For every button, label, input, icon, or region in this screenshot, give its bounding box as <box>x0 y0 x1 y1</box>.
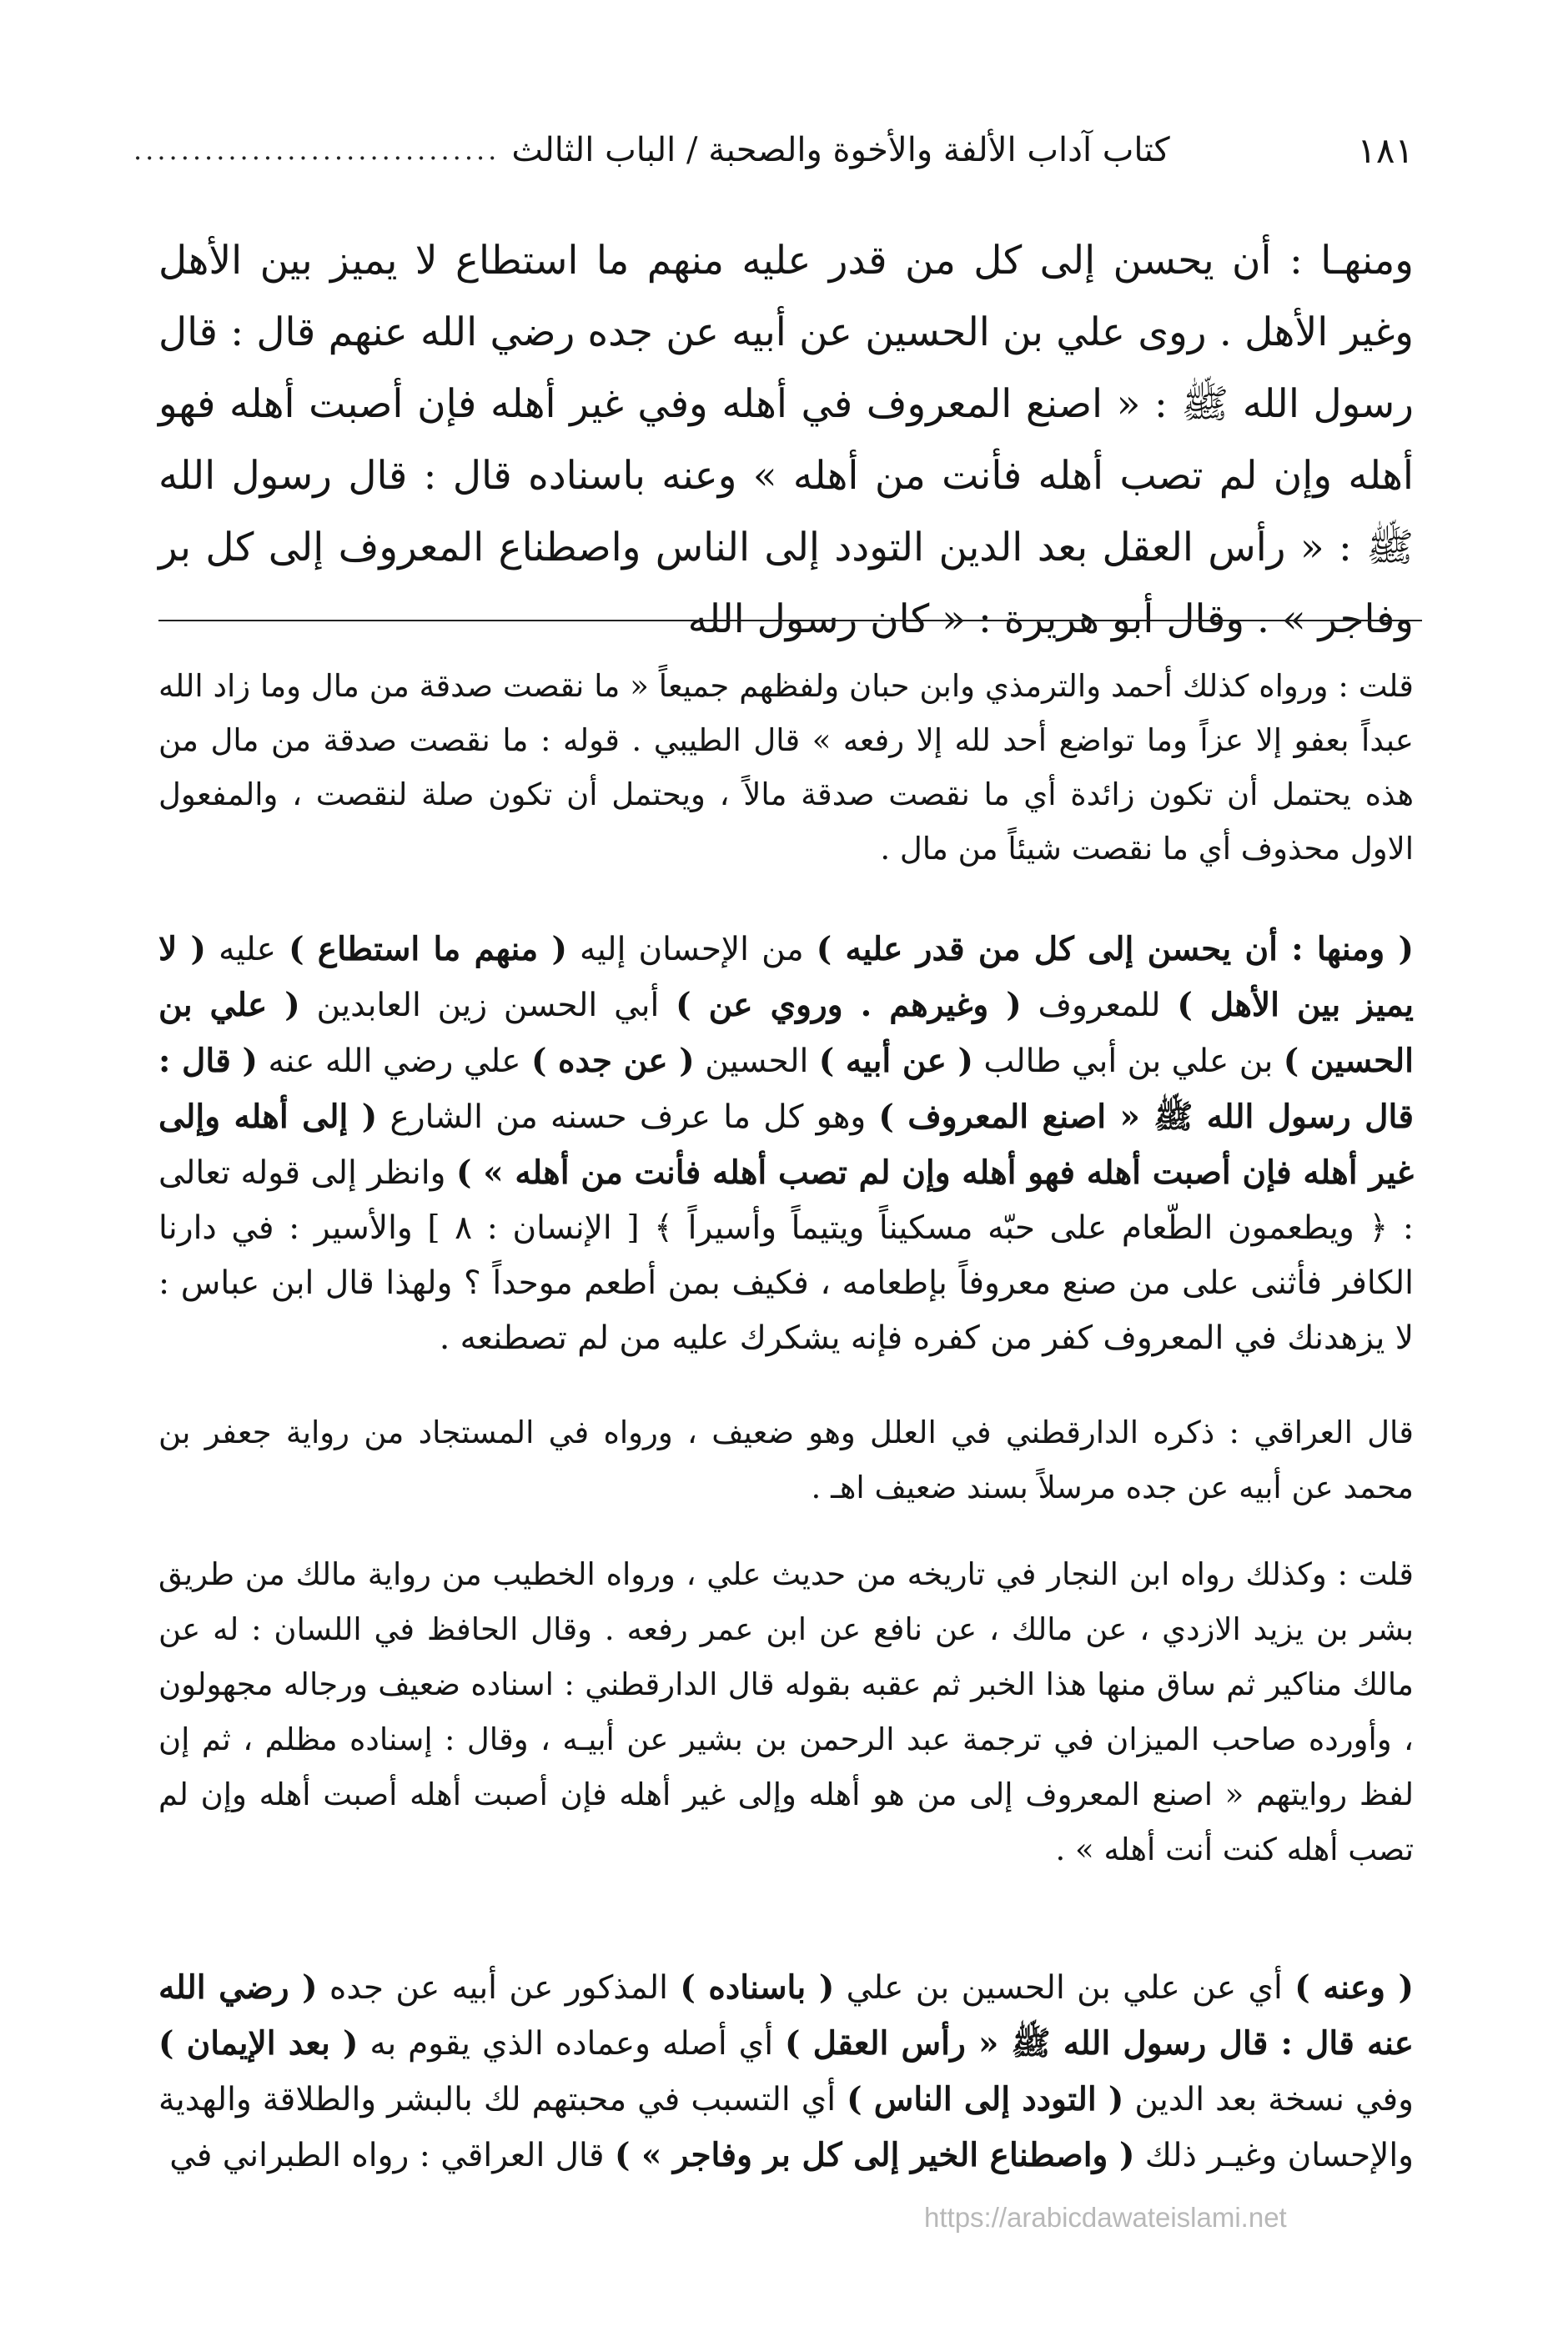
bold-quote-run: ( واصطناع الخير إلى كل بر وفاجر » ) <box>614 2136 1135 2174</box>
commentary-run: وهو كل ما عرف حسنه من الشارع <box>377 1098 879 1136</box>
bold-quote-run: ( التودد إلى الناس ) <box>847 2080 1124 2118</box>
commentary-run: بن علي بن أبي طالب <box>972 1043 1284 1080</box>
commentary-run: للمعروف <box>1021 987 1178 1024</box>
commentary-paragraph-4: قلت : وكذلك رواه ابن النجار في تاريخه من حديث علي ، ورواه الخطيب من رواية مالك من طريق بشر بن يزيد الازدي ، عن مالك ، عن نافع عن ابن عمر رفعه . وقال الحافظ في اللسان : له عن مالك مناكير ثم ساق منها هذا الخبر ثم عقبه بقوله قال الدارقطني : اسناده ضعيف ورجاله مجهولون ، وأورده صاحب الميزان في ترجمة عبد الرحمن بن بشير عن أبيـه ، وقال : إسناده مظلم ، ثم إن لفظ روايتهم « اصنع المعروف إلى من هو أهله وإلى غير أهله فإن أصبت أهله أصبت أهله وإن لم تصب أهله كنت أنت أهله » . <box>158 1556 1414 1867</box>
bold-quote-run: ( بعد الإيمان ) <box>158 2024 359 2063</box>
bold-quote-run: ( عن جده ) <box>530 1042 695 1080</box>
commentary-run: عليه <box>205 931 289 968</box>
bold-quote-run: ( ومنها : أن يحسن إلى كل من قدر عليه ) <box>816 930 1414 968</box>
commentary-paragraph-1: قلت : ورواه كذلك أحمد والترمذي وابن حبان ولفظهم جميعاً « ما نقصت صدقة من مال وما زاد الله عبداً بعفو إلا عزاً وما تواضع أحد لله إلا رفعه » قال الطيبي . قوله : ما نقصت صدقة من مال من هذه يحتمل أن تكون زائدة أي ما نقصت صدقة مالاً ، ويحتمل أن تكون صلة لنقصت ، والمفعول الاول محذوف أي ما نقصت شيئاً من مال . <box>158 668 1414 867</box>
commentary-run: وفي نسخة بعد الدين <box>1123 2081 1414 2118</box>
dot-leader: ............................... <box>133 134 500 166</box>
commentary-run: أي التسبب في محبتهم لك بالبشر والطلاقة والهدية والإحسان وغيـر ذلك <box>158 2081 1414 2174</box>
commentary-run: من الإحسان إليه <box>566 931 817 968</box>
running-header <box>133 117 1414 183</box>
bold-quote-run: ( قال : قال رسول الله ﷺ « اصنع المعروف ) <box>158 1042 1414 1136</box>
header-title-run <box>133 131 1170 169</box>
commentary-paragraph-5 <box>158 1960 1414 2184</box>
commentary-run: أي عن علي بن الحسين بن علي <box>834 1969 1295 2007</box>
commentary-run: الحسين <box>694 1043 819 1080</box>
bold-quote-run: ( لا يميز بين الأهل ) <box>158 930 1414 1024</box>
commentary-run: أبي الحسن زين العابدين <box>299 987 676 1024</box>
bold-quote-run: ( وغيرهم . وروي عن ) <box>676 986 1022 1024</box>
commentary-run: قال العراقي : رواه الطبراني في <box>169 2137 615 2174</box>
chapter-title: كتاب آداب الألفة والأخوة والصحبة / الباب الثالث <box>511 131 1170 169</box>
commentary-run: وانظر إلى قوله تعالى : ﴿ ويطعمون الطّعام على حبّه مسكيناً ويتيماً وأسيراً ﴾ [ الإنسان : ٨ ] والأسير : في دارنا الكافر فأثنى على من صنع معروفاً بإطعامه ، فكيف بمن أطعم موحداً ؟ ولهذا قال ابن عباس : لا يزهدنك في المعروف كفر من كفره فإنه يشكرك عليه من لم تصطنعه . <box>158 1154 1415 1357</box>
bold-quote-run: ( وعنه ) <box>1294 1968 1414 2007</box>
site-watermark: https://arabicdawateislami.net <box>924 2202 1287 2233</box>
bold-quote-run: ( منهم ما استطاع ) <box>289 930 567 968</box>
bold-quote-run: ( علي بن الحسين ) <box>158 986 1415 1080</box>
main-text: ومنهـا : أن يحسن إلى كل من قدر عليه منهم ما استطاع لا يميز بين الأهل وغير الأهل . روى علي بن الحسين عن أبيه عن جده رضي الله عنهم قال : قال رسول الله ﷺ : « اصنع المعروف في أهله وفي غير أهله فإن أصبت أهله فهو أهله وإن لم تصب أهله فأنت من أهله » وعنه باسناده قال : قال رسول الله ﷺ : « رأس العقل بعد الدين التودد إلى الناس واصطناع المعروف إلى كل بر وفاجر » . وقال أبو هريرة : « كان رسول الله <box>158 238 1415 642</box>
footnote-divider <box>158 620 1422 621</box>
commentary-run: المذكور عن أبيه عن جده <box>317 1969 681 2007</box>
bold-quote-run: ( إلى أهله وإلى غير أهله فإن أصبت أهله فهو أهله وإن لم تصب أهله فأنت من أهله » ) <box>158 1098 1415 1192</box>
page-number: ١٨١ <box>1357 129 1414 171</box>
commentary-run: أي أصله وعماده الذي يقوم به <box>358 2025 785 2063</box>
bold-quote-run: ( رضي الله عنه قال : قال رسول الله ﷺ « رأس العقل ) <box>158 1968 1414 2063</box>
commentary-paragraph-2 <box>158 922 1414 1366</box>
bold-quote-run: ( عن أبيه ) <box>818 1042 973 1080</box>
commentary-paragraph-3: قال العراقي : ذكره الدارقطني في العلل وهو ضعيف ، ورواه في المستجاد من رواية جعفر بن محمد عن أبيه عن جده مرسلاً بسند ضعيف اهـ . <box>158 1415 1414 1505</box>
commentary-run: علي رضي الله عنه <box>258 1043 531 1080</box>
bold-quote-run: ( باسناده ) <box>680 1968 835 2007</box>
